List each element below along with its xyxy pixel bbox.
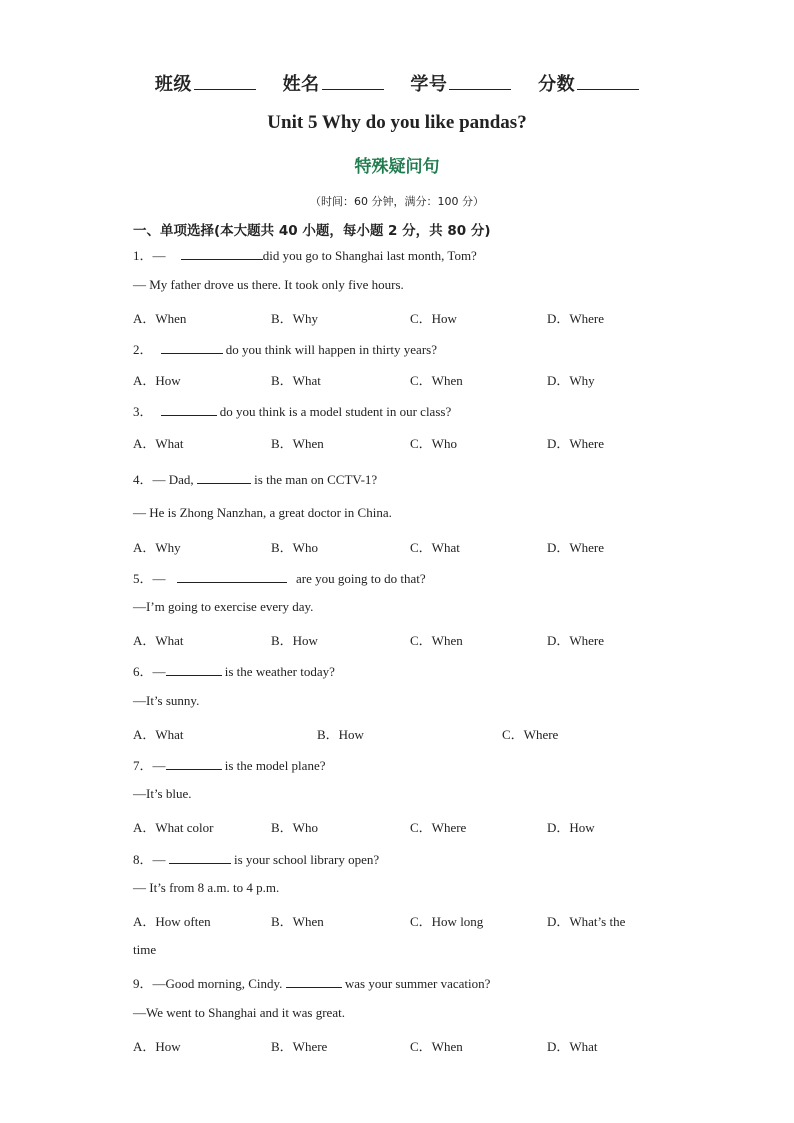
option-c[interactable]: C．When — [410, 1039, 463, 1054]
option-b[interactable]: B．Where — [271, 1039, 328, 1054]
option-a[interactable]: A．How — [133, 373, 181, 388]
answer-blank[interactable] — [166, 757, 222, 770]
option-c[interactable]: C．Where — [502, 727, 559, 742]
option-b[interactable]: B．When — [271, 914, 324, 929]
question-3: 3． do you think is a model student in our class? — [133, 404, 452, 419]
id-blank[interactable] — [449, 75, 511, 90]
answer-line-9: —We went to Shanghai and it was great. — [133, 1005, 345, 1020]
option-b[interactable]: B．When — [271, 436, 324, 451]
option-c[interactable]: C．What — [410, 540, 460, 555]
question-2: 2． do you think will happen in thirty years? — [133, 342, 437, 357]
question-6: 6．— is the weather today? — [133, 664, 335, 679]
options-7 — [133, 817, 693, 835]
name-blank[interactable] — [322, 75, 384, 90]
score-field: 分数 — [538, 74, 639, 95]
answer-line-4: — He is Zhong Nanzhan, a great doctor in China. — [133, 505, 392, 520]
option-a[interactable]: A．How often — [133, 914, 211, 929]
option-a[interactable]: A．What — [133, 436, 184, 451]
options-4 — [133, 537, 693, 555]
option-d-wrap: time — [133, 942, 157, 957]
options-9 — [133, 1036, 693, 1054]
section-heading: 一、单项选择(本大题共 40 小题，每小题 2 分，共 80 分) — [133, 223, 491, 239]
option-b[interactable]: B．How — [271, 633, 318, 648]
option-d[interactable]: D．Why — [547, 373, 595, 388]
option-c[interactable]: C．How long — [410, 914, 484, 929]
question-9: 9．—Good morning, Cindy. was your summer vacation? — [133, 976, 491, 991]
time-note: （时间：60 分钟，满分：100 分） — [310, 195, 484, 208]
answer-blank[interactable] — [166, 663, 222, 676]
options-5 — [133, 630, 693, 648]
option-c[interactable]: C．When — [410, 633, 463, 648]
option-a[interactable]: A．What — [133, 727, 184, 742]
student-info-line — [0, 70, 794, 96]
option-d[interactable]: D．Where — [547, 311, 605, 326]
id-field: 学号 — [410, 74, 511, 95]
answer-line-8: — It’s from 8 a.m. to 4 p.m. — [133, 880, 280, 895]
option-b[interactable]: B．Why — [271, 311, 318, 326]
option-d[interactable]: D．Where — [547, 540, 605, 555]
answer-blank[interactable] — [169, 851, 231, 864]
option-b[interactable]: B．What — [271, 373, 321, 388]
answer-line-1: — My father drove us there. It took only five hours. — [133, 277, 404, 292]
question-5: 5．— are you going to do that? — [133, 571, 426, 586]
answer-blank[interactable] — [177, 570, 287, 583]
option-a[interactable]: A．What — [133, 633, 184, 648]
options-2 — [133, 370, 693, 388]
class-field: 班级 — [155, 74, 256, 95]
answer-blank[interactable] — [181, 247, 263, 260]
option-a[interactable]: A．What color — [133, 820, 214, 835]
option-a[interactable]: A．When — [133, 311, 187, 326]
option-d[interactable]: D．What’s the — [547, 914, 626, 929]
answer-blank[interactable] — [197, 471, 251, 484]
option-d[interactable]: D．What — [547, 1039, 598, 1054]
option-c[interactable]: C．When — [410, 373, 463, 388]
option-b[interactable]: B．Who — [271, 820, 318, 835]
name-field: 姓名 — [283, 74, 384, 95]
answer-line-7: —It’s blue. — [133, 786, 192, 801]
question-7: 7．— is the model plane? — [133, 758, 326, 773]
option-d[interactable]: D．How — [547, 820, 595, 835]
page-title: Unit 5 Why do you like pandas? — [267, 112, 527, 133]
question-4: 4．— Dad, is the man on CCTV-1? — [133, 472, 378, 487]
option-b[interactable]: B．Who — [271, 540, 318, 555]
options-6 — [133, 724, 693, 742]
question-1: 1．— did you go to Shanghai last month, Tom? — [133, 248, 477, 263]
answer-line-5: —I’m going to exercise every day. — [133, 599, 314, 614]
options-1 — [133, 308, 693, 326]
option-c[interactable]: C．How — [410, 311, 457, 326]
option-c[interactable]: C．Where — [410, 820, 467, 835]
option-a[interactable]: A．Why — [133, 540, 181, 555]
answer-blank[interactable] — [161, 341, 223, 354]
answer-blank[interactable] — [161, 403, 217, 416]
option-a[interactable]: A．How — [133, 1039, 181, 1054]
page-subtitle: 特殊疑问句 — [354, 157, 440, 177]
question-8: 8．— is your school library open? — [133, 852, 380, 867]
option-b[interactable]: B．How — [317, 727, 364, 742]
answer-blank[interactable] — [286, 975, 342, 988]
score-blank[interactable] — [577, 75, 639, 90]
option-d[interactable]: D．Where — [547, 633, 605, 648]
answer-line-6: —It’s sunny. — [133, 693, 200, 708]
class-blank[interactable] — [194, 75, 256, 90]
option-d[interactable]: D．Where — [547, 436, 605, 451]
options-3 — [133, 433, 693, 451]
options-8 — [133, 911, 693, 929]
option-c[interactable]: C．Who — [410, 436, 457, 451]
